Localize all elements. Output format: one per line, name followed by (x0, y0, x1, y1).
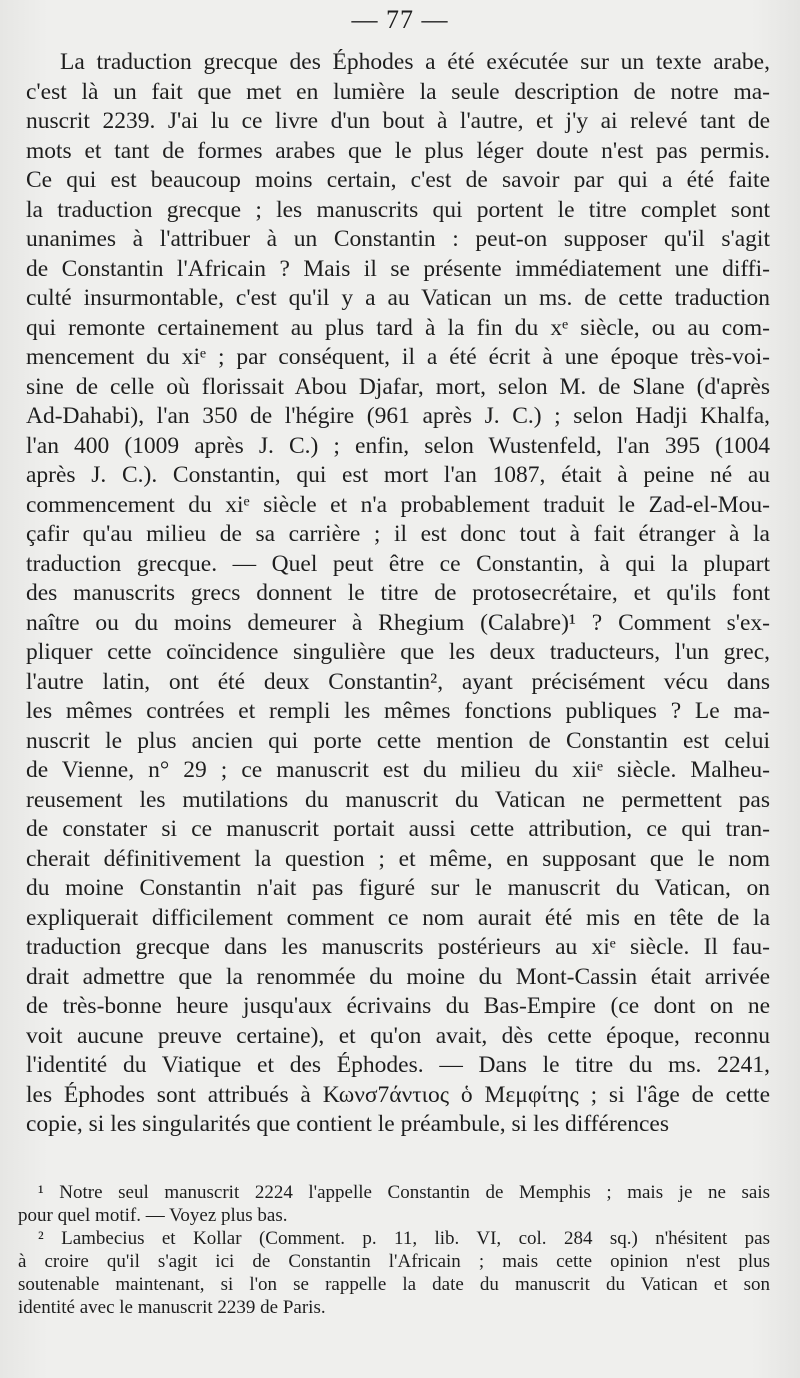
body-line: naître ou du moins demeurer à Rhegium (Calabre)¹ ? Comment s'ex- (26, 609, 770, 636)
body-line: de très-bonne heure jusqu'aux écrivains du Bas-Empire (ce dont on ne (26, 993, 770, 1019)
body-line: La traduction grecque des Éphodes a été exécutée sur un texte arabe, (60, 49, 770, 75)
body-line: traduction grecque dans les manuscrits postérieurs au xiᵉ siècle. Il fau- (26, 934, 770, 960)
body-line: nuscrit 2239. J'ai lu ce livre d'un bout à l'autre, et j'y ai relevé tant de (26, 108, 770, 134)
body-line: Ce qui est beaucoup moins certain, c'est de savoir par qui a été faite (26, 167, 770, 193)
body-line: de Vienne, n° 29 ; ce manuscrit est du milieu du xiiᵉ siècle. Malheu- (26, 757, 770, 783)
body-line: la traduction grecque ; les manuscrits qui portent le titre complet sont (26, 196, 770, 223)
body-line: voit aucune preuve certaine), et qu'on avait, dès cette époque, reconnu (26, 1022, 770, 1049)
body-line: qui remonte certainement au plus tard à la fin du xᵉ siècle, ou au com- (26, 314, 770, 341)
body-line: commencement du xiᵉ siècle et n'a probablement traduit le Zad-el-Mou- (26, 491, 770, 518)
body-line: de constater si ce manuscrit portait aussi cette attribution, ce qui tran- (26, 816, 770, 842)
footnote-line: identité avec le manuscrit 2239 de Paris. (18, 1297, 326, 1318)
body-line: sine de celle où florissait Abou Djafar, mort, selon M. de Slane (d'après (26, 373, 770, 400)
footnote-line: soutenable maintenant, si l'on se rappelle la date du manuscrit du Vatican et son (18, 1274, 770, 1295)
body-text (26, 48, 770, 1140)
body-line: Ad-Dahabi), l'an 350 de l'hégire (961 après J. C.) ; selon Hadji Khalfa, (26, 403, 770, 429)
body-line: mencement du xiᵉ ; par conséquent, il a été écrit à une époque très-voi- (26, 344, 770, 370)
body-line: cherait définitivement la question ; et même, en supposant que le nom (26, 845, 770, 872)
body-line: c'est là un fait que met en lumière la seule description de notre ma- (26, 78, 770, 105)
body-line: expliquerait difficilement comment ce nom aurait été mis en tête de la (26, 904, 770, 931)
body-line: nuscrit le plus ancien qui porte cette mention de Constantin est celui (26, 727, 770, 754)
body-line: des manuscrits grecs donnent le titre de protosecrétaire, et qu'ils font (26, 580, 770, 606)
footnote-line: pour quel motif. — Voyez plus bas. (18, 1205, 288, 1226)
body-line: çafir qu'au milieu de sa carrière ; il est donc tout à fait étranger à la (26, 521, 770, 547)
body-line: l'identité du Viatique et des Éphodes. — Dans le titre du ms. 2241, (26, 1052, 770, 1078)
body-line: les mêmes contrées et rempli les mêmes fonctions publiques ? Le ma- (26, 698, 770, 724)
body-line: traduction grecque. — Quel peut être ce Constantin, à qui la plupart (26, 550, 770, 577)
body-line: culté insurmontable, c'est qu'il y a au Vatican un ms. de cette traduction (26, 285, 770, 311)
body-line: drait admettre que la renommée du moine du Mont-Cassin était arrivée (26, 963, 770, 990)
body-line: unanimes à l'attribuer à un Constantin : peut-on supposer qu'il s'agit (26, 226, 770, 252)
body-line: l'autre latin, ont été deux Constantin², ayant précisément vécu dans (26, 668, 770, 695)
footnote-line: à croire qu'il s'agit ici de Constantin l'Africain ; mais cette opinion n'est plus (18, 1251, 770, 1272)
footnote-line: ¹ Notre seul manuscrit 2224 l'appelle Constantin de Memphis ; mais je ne sais (38, 1182, 770, 1203)
body-line: les Éphodes sont attribués à Κωνσ7άντιος ὁ Μεμφίτης ; si l'âge de cette (26, 1081, 770, 1108)
footnotes (18, 1181, 770, 1319)
body-line: du moine Constantin n'ait pas figuré sur le manuscrit du Vatican, on (26, 875, 770, 901)
body-line: pliquer cette coïncidence singulière que les deux traducteurs, l'un grec, (26, 639, 770, 665)
body-line: après J. C.). Constantin, qui est mort l'an 1087, était à peine né au (26, 462, 770, 488)
footnote-line: ² Lambecius et Kollar (Comment. p. 11, lib. VI, col. 284 sq.) n'hésitent pas (38, 1228, 770, 1249)
body-line: l'an 400 (1009 après J. C.) ; enfin, selon Wustenfeld, l'an 395 (1004 (26, 432, 770, 459)
body-line: de Constantin l'Africain ? Mais il se présente immédiatement une diffi- (26, 255, 770, 282)
page-number: — 77 — (351, 5, 449, 34)
body-line: reusement les mutilations du manuscrit du Vatican ne permettent pas (26, 786, 770, 813)
body-line: mots et tant de formes arabes que le plus léger doute n'est pas permis. (26, 137, 770, 164)
body-line: copie, si les singularités que contient le préambule, si les différences (26, 1111, 670, 1137)
